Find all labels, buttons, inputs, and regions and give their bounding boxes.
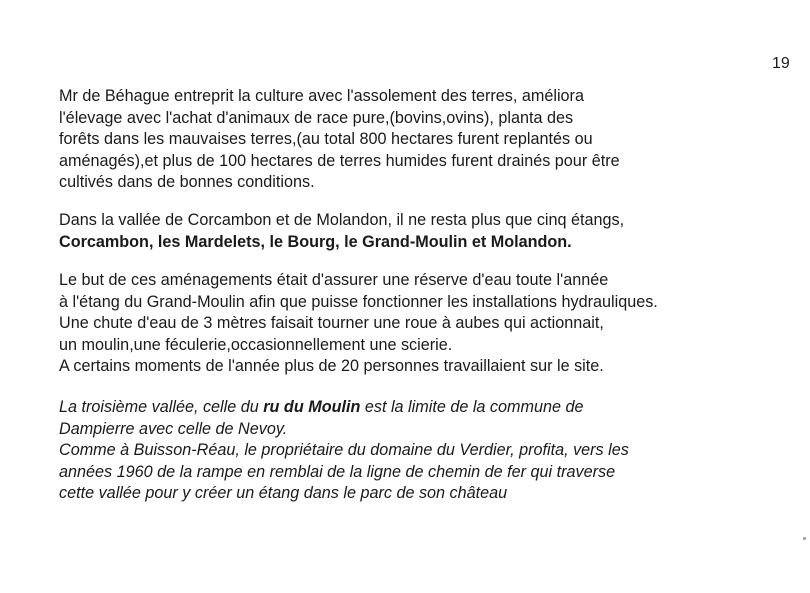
text-line: années 1960 de la rampe en remblai de la ligne de chemin de fer qui traverse [59, 462, 616, 481]
text-line: l'élevage avec l'achat d'animaux de race pure,(bovins,ovins), planta des [59, 108, 574, 127]
paragraph-estate-improvements [59, 86, 620, 194]
text-line: aménagés),et plus de 100 hectares de terres humides furent drainés pour être [59, 151, 620, 170]
page-number: 19 [772, 55, 790, 72]
text-line: cette vallée pour y créer un étang dans le parc de son château [59, 484, 508, 502]
text-line: à l'étang du Grand-Moulin afin que puisse fonctionner les installations hydrauliques. [59, 292, 658, 311]
text-line: Le but de ces aménagements était d'assurer une réserve d'eau toute l'année [59, 271, 609, 289]
paragraph-ponds [59, 210, 624, 253]
pond-names: Corcambon, les Mardelets, le Bourg, le Grand-Moulin et Molandon. [59, 232, 572, 251]
text-line: cultivés dans de bonnes conditions. [59, 173, 315, 191]
ru-du-moulin-name: ru du Moulin [263, 398, 361, 416]
text-line: Mr de Béhague entreprit la culture avec l'assolement des terres, améliora [59, 87, 584, 105]
text-line: un moulin,une féculerie,occasionnellement une scierie. [59, 335, 453, 354]
text-line: Dans la vallée de Corcambon et de Molandon, il ne resta plus que cinq étangs, [59, 211, 625, 229]
text-line: A certains moments de l'année plus de 20 personnes travaillaient sur le site. [59, 357, 604, 375]
scan-speck [803, 537, 806, 540]
text-segment: La troisième vallée, celle du [59, 398, 264, 416]
paragraph-third-valley [59, 397, 629, 505]
text-line: forêts dans les mauvaises terres,(au total 800 hectares furent replantés ou [59, 130, 593, 148]
text-line: Une chute d'eau de 3 mètres faisait tourner une roue à aubes qui actionnait, [59, 314, 604, 332]
paragraph-water-reserve [59, 270, 658, 378]
text-line: Dampierre avec celle de Nevoy. [59, 419, 288, 438]
text-line: Comme à Buisson-Réau, le propriétaire du domaine du Verdier, profita, vers les [59, 441, 629, 459]
text-line [59, 397, 629, 419]
text-segment: est la limite de la commune de [360, 398, 584, 416]
